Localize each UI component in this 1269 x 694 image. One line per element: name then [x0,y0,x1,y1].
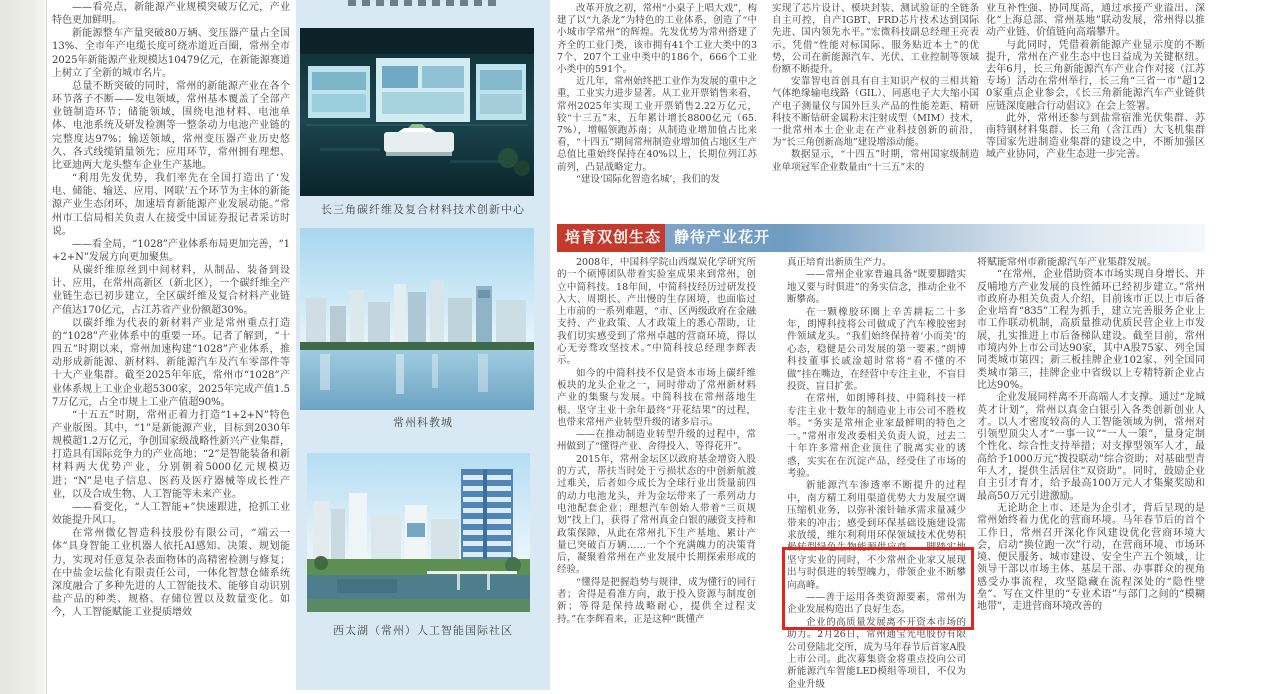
paragraph: 在常州，如朗博科技、中简科技一样专注主业十数年的制造业上市公司不胜枚举。“务实是常州企业家最鲜明的特色之一。”常州市发改委相关负责人说，过去二十年许多常州企业顶住了脱离实业的诱惑，实实在在沉淀产品，经受住了市场的考验。 [787,393,966,479]
exhibition-hall-image [300,28,534,196]
paragraph: 如今的中简科技不仅是资本市场上碳纤维板块的龙头企业之一，同时带动了常州新材料产业的集聚与发展。中简科技在常州落地生根、坚守主业十余年最终“开花结果”的过程，也带来常州产业转型升级的诸多启示。 [557,367,756,428]
paragraph: 在常州微亿智造科技股份有限公司，“端云一体”具身智能工业机器人依托AI感知、决策、规划能力，实现对任意复杂表面物体的高精密检测与修复；在中盐金坛盐化有限责任公司，一体化智慧仓储系统深度融合了多种先进的人工智能技术、能够自动识别盐产品的种类、规格、存储位置以及数量变化。如今，人工智能赋能工业提质增效 [52,528,290,619]
campus-canal-image [307,453,530,612]
paragraph: 总量不断突破的同时，常州的新能源产业在各个环节落子不断——发电领域，常州基本覆盖了全部产业链制造环节；储能领域，围绕电池材料、电池单体、电池系统及研发检测等一整条动力电池产业链的完整度达97%；输送领域，常州变压器产业历史悠久、各式线缆销量领先；应用环节，常州拥有理想、比亚迪两大龙头整车企业生产基地。 [52,80,290,171]
article-column-top-3 [986,3,1205,207]
paragraph: 在一颗橡胶环圈上辛苦耕耘二十多年，朗博科技将公司做成了汽车橡胶密封件领域龙头。“我们始终保持着‘小而美’的心态，稳健是公司发展的第一要素。”朗博科技董事长戚淦超时常将“看不懂的不做”挂在嘴边，在经营中专注主业，不盲目投资、盲目扩张。 [787,306,966,393]
paragraph: 2008年，中国科学院山西煤炭化学研究所的一个硕博团队带着实验室成果来到常州，创立中简科技。18年间，中简科技经历过研发投入大、周期长、产出慢的生存困境，也面临过上市前的一系列难题，“市、区两级政府在金融支持、产业政策、人才政策上的悉心帮助，让我们切实感受到了常州卓越的营商环境，得以心无旁骛攻坚技术。”中简科技总经理李辉表示。 [557,257,756,367]
paragraph: ——善于运用各类资源要素，常州为企业发展构造出了良好生态。 [787,591,966,616]
photo-caption: 常州科教城 [393,416,453,429]
photo-innovation-center [300,28,534,196]
section-header [557,224,1205,252]
paragraph: “懂得是把握趋势与规律，成为懂行的同行者；舍得是看准方向，敢于投入资源与制度创新；等得是保持战略耐心，提供全过程支持。”在李辉看来，正是这种“既懂产 [557,576,756,625]
photo-science-city [300,228,534,410]
section-header-tag: 培育双创生态 [557,224,669,252]
photo-panel [296,0,550,690]
paragraph: 实现了芯片设计、模块封装、测试验证的全链条自主可控，自产IGBT、FRD芯片技术达到国际先进、国内领先水平。”宏微科技副总经理王亮表示，凭借“性能对标国际、服务贴近本土”的优势，公司在新能源汽车、光伏、工业控制等领域份额不断提升。 [772,3,979,76]
photo-caption: 西太湖（常州）人工智能国际社区 [333,624,513,637]
paragraph: ——常州企业家普遍具备“既要脚踏实地又要与时俱进”的务实信念，推动企业不断攀高。 [787,269,966,306]
paragraph: ——看全局，“1028”产业体系布局更加完善，“1+2+N”发展方向更加聚焦。 [52,238,290,263]
paragraph: 与此同时，凭借着新能源产业显示度的不断提升，常州在产业生态中也日益成为关键枢纽。去年6月，长三角新能源汽车产业合作对接（江苏专场）活动在常州举行，长三角“三省一市”超120家重点企业参会，《长三角新能源汽车产业链供应链深度融合行动倡议》在会上签署。 [986,39,1205,112]
paragraph: ——在推动制造业转型升级的过程中，常州做到了“懂得产业、舍得投入、等得花开”。 [557,429,756,453]
paragraph: 数据显示，“十四五”时期，常州国家级制造业单项冠军企业数量由“十三五”末的 [772,149,979,173]
paragraph: 无论助企上市、还是为企引才，背后呈现的是常州始终着力优化的营商环境。马年春节后的首个工作日，常州召开深化作风建设优化营商环境大会，启动“换位跑一次”行动，在营商环境、市场环境、便民服务、城市建设、安全生产五个领域，让领导干部以市场主体、基层干部、办事群众的视角感受办事流程，攻坚隐藏在流程深处的“隐性壁垒”、写在文件里的“专业术语”与部门之间的“模糊地带”，走进营商环境改善的 [977,502,1205,613]
paragraph: 业互补性强、协同度高，通过承接产业溢出、深化“上海总部、常州基地”联动发展，常州得以推动产业链、价值链向高端攀升。 [986,3,1205,39]
paragraph: 安靠智电首创具有自主知识产权的三相共箱气体绝缘输电线路（GIL）、同惠电子大大缩小国产电子测量仪与国外巨头产品的性能差距、精研科技不断钻研金属粉末注射成型（MIM）技术，一批常州本土企业走在产业科技创新的前沿，为“长三角创新高地”建设增添动能。 [772,76,979,149]
paragraph: “利用先发优势，我们率先在全国打造出了‘发电、储能、输送、应用、网联’五个环节为主体的新能源产业生态闭环，加速培育新能源产业发展动能。”常州市工信局相关负责人在接受中国证券报记者采访时说。 [52,173,290,237]
article-column-bottom-3 [977,257,1205,694]
paragraph: 真正培育出新质生产力。 [787,257,892,268]
article-column-left [52,1,290,693]
photo-caption: 长三角碳纤维及复合材料技术创新中心 [321,203,525,216]
paragraph: ——看亮点，新能源产业规模突破万亿元，产业特色更加鲜明。 [52,2,290,27]
lake-skyline-image [300,228,534,410]
paragraph: “建设‘国际化智造名城’，我们的发 [576,173,720,185]
article-column-bottom-1 [557,257,756,694]
highlight-box [782,547,974,630]
page-edge [0,0,47,694]
paragraph: 将赋能常州市新能源汽车产业集群发展。 [977,257,1157,268]
paragraph: 从碳纤维原丝到中间材料，从制品、装备到设计、应用，在常州高新区（新北区），一个碳纤维全产业链生态已初步建立，全区碳纤维及复合材料产业链产值达170亿元，占江苏省产业份额超30%。 [52,265,290,316]
paragraph: 改革开放之初，常州“小桌子上唱大戏”，构建了以“九条龙”为特色的工业体系，创造了“中小城市学常州”的辉煌。先发优势为常州搭建了齐全的工业门类，该市拥有41个工业大类中的37个、207个工业中类中的186个、666个工业小类中的591个。 [557,3,757,76]
paragraph: 2015年，常州金坛区以政府基金增资入股的方式，帮扶当时处于亏损状态的中创新航渡过难关，后者如今成长为全球行业出货量前四的动力电池龙头，并为金坛带来了一系列动力电池配套企业；理想汽车创始人带着“三页规划”找上门，获得了常州真金白银的融资支持和政策保障，从此在常州扎下生产基地、累计产量已突破百万辆……一个个充满魄力的决策背后，凝聚着常州在产业发展中长期探索形成的经验。 [557,453,756,576]
paragraph: 新能源整车产量突破80万辆、变压器产量占全国13%、全市年产电缆长度可绕赤道近百圈，常州全市2025年新能源产业规模达10479亿元，在新能源赛道上树立了全新的城市名片。 [52,28,290,79]
paragraph: “在常州，企业借助资本市场实现自身增长、并反哺地方产业发展的良性循环已经初步建立。”常州市政府办相关负责人介绍，目前该市正以上市后备企业培育“835”工程为抓手，建立完善服务企业上市工作联动机制，高质量推动优质民营企业上市发展，扎实推进上市后备梯队建设。截至目前，常州市境内外上市公司达90家，其中A股75家、列全国同类城市第四；新三板挂牌企业102家、列全国同类城市第三，挂牌企业中省级以上专精特新企业占比达90%。 [977,269,1205,391]
section-header-title: 静待产业花开 [665,224,1205,252]
article-column-top-2 [772,3,979,207]
paragraph: 此外，常州还参与到盐常宿淮光伏集群、苏南特钢材料集群、长三角（含江西）大飞机集群等国家先进制造业集群的建设之中，不断加强区域产业协同，产业生态进一步完善。 [986,112,1205,161]
paragraph: 以碳纤维为代表的新材料产业是常州重点打造的“1028”产业体系中的重要一环。记者了解到，“十四五”时期以来，常州加速构建“1028”产业体系，推动形成新能源、新材料、新能源汽车及汽车零部件等十大产业集群。截至2025年年底，常州市“1028”产业体系规上工业企业超5300家，2025年完成产值1.57万亿元，占全市规上工业产值超90%。 [52,317,290,408]
paragraph: 企业的高质量发展离不开资本市场的助力。2月26日，常州通宝光电股份有限公司登陆北交所，成为马年春节后首家A股上市公司。此次募集资金将重点投向公司新能源汽车智能LED模组等项目，不仅为企业升级 [787,616,966,690]
paragraph: ——看变化，“人工智能+”快速跟进，抢抓工业效能提升风口。 [52,501,290,527]
article-column-top-1 [557,3,757,207]
paragraph: 新能源汽车渗透率不断提升的过程中，南方精工利用渠道优势大力发展空调压缩机业务，以弥补滚针轴承需求量减少带来的冲击；感受到环保基础设施建设需求放缓，维尔利利用环保领域技术优势积极转型绿色生物能源供应商……脚踏实地坚守实业的同时，不少常州企业家又展现出与时俱进的转型魄力，带领企业不断攀向高峰。 [787,480,966,591]
paragraph: “十五五”时期，常州正着力打造“1+2+N”特色产业版图。其中，“1”是新能源产业，目标到2030年规模超1.2万亿元，争创国家级战略性新兴产业集群，打造具有国际竞争力的产业高地；“2”是智能装备和新材料两大优势产业，分别朝着5000亿元规模迈进；“N”是电子信息、医药及医疗器械等成长性产业，以及合成生物、人工智能等未来产业。 [52,409,290,500]
paragraph: 企业发展同样离不开高端人才支撑。通过“龙城英才计划”，常州以真金白银引入各类创新创业人才。以人才密度较高的人工智能领域为例，常州对引领型顶尖人才“一事一议”“一人一策”，量身定制个性化、综合性支持举措；对支撑型领军人才，最高给予1000万元“拨投联动”综合资助；对基础型青年人才，提供生活居住“双资助”。同时，鼓励企业自主引才育才，给予最高100万元人才集聚奖励和最高50万元引进激励。 [977,392,1205,502]
paragraph: 近几年，常州始终把工业作为发展的重中之重，工业实力进步显著。从工业开票销售来看，常州2025年实现工业开票销售2.22万亿元，较“十三五”末，五年累计增长8800亿元（65.7%），增幅领跑苏南；从制造业增加值占比来看，“十四五”期间常州制造业增加值占地区生产总值比重始终保持在40%以上，长期位列江苏前列，凸显战略定力。 [557,76,757,173]
photo-ai-community [307,453,530,612]
clipped-caption-remnant [348,0,496,6]
